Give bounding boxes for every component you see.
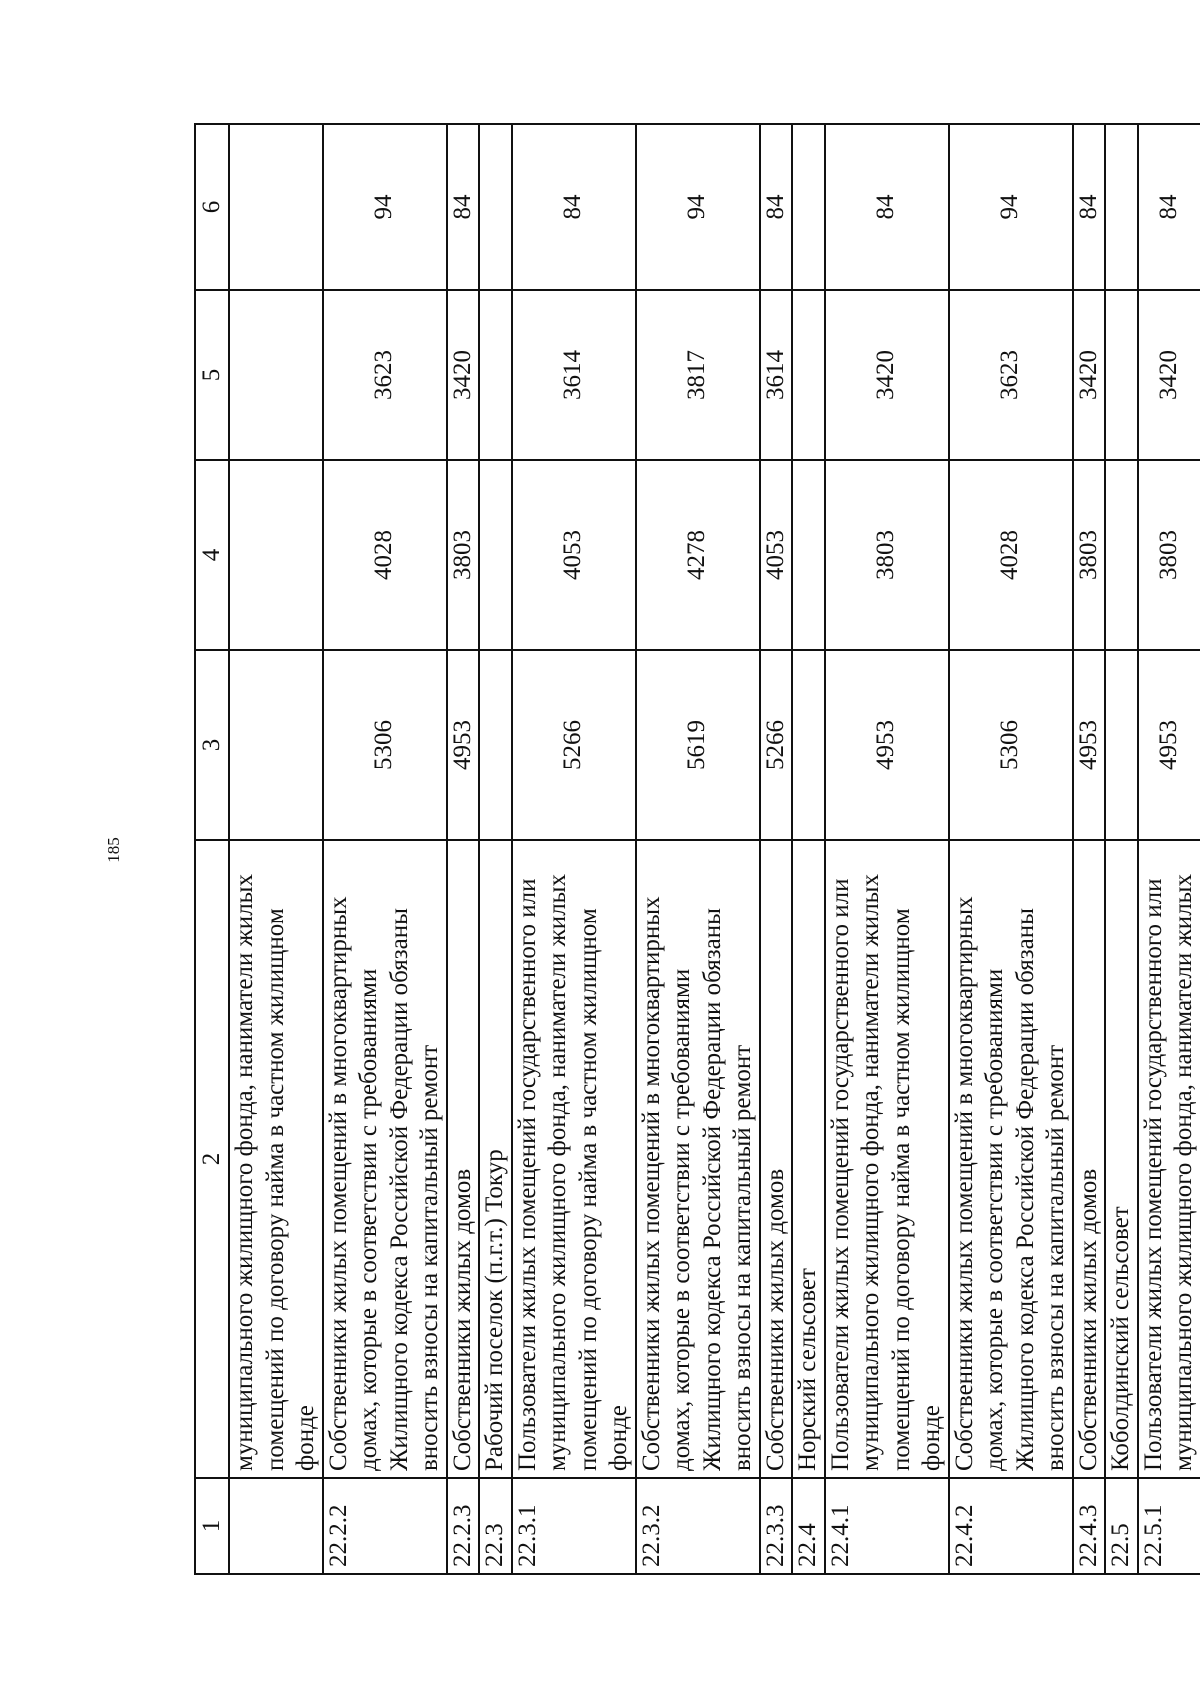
value-cell-6: 94 bbox=[636, 124, 760, 290]
row-description-cell: Собственники жилых помещений в многоквартирных домах, которые в соответствии с требованиями Жилищного кодекса Российской Федерации обязаны вносить взносы на капитальный ремонт bbox=[636, 840, 760, 1478]
tariff-table bbox=[194, 123, 1200, 1575]
header-cell: 2 bbox=[195, 840, 229, 1478]
value-cell-6 bbox=[479, 124, 512, 290]
row-description-cell: Пользователи жилых помещений государственного или муниципального жилищного фонда, наниматели жилых bbox=[1138, 840, 1200, 1478]
value-cell-3: 4953 bbox=[1138, 650, 1200, 840]
value-cell-4: 4053 bbox=[760, 460, 793, 650]
value-cell-5: 3623 bbox=[949, 290, 1073, 460]
table-row bbox=[512, 124, 636, 1574]
value-cell-4: 3803 bbox=[1073, 460, 1106, 650]
table-header-row bbox=[195, 124, 229, 1574]
row-description-cell: Коболдинский сельсовет bbox=[1105, 840, 1138, 1478]
value-cell-6 bbox=[792, 124, 825, 290]
value-cell-3: 5266 bbox=[512, 650, 636, 840]
row-code-cell: 22.5.1 bbox=[1138, 1478, 1200, 1574]
row-code-cell: 22.2.2 bbox=[323, 1478, 447, 1574]
row-code-cell: 22.4 bbox=[792, 1478, 825, 1574]
value-cell-3: 4953 bbox=[447, 650, 480, 840]
row-description-cell: Пользователи жилых помещений государственного или муниципального жилищного фонда, наниматели жилых помещений по договору найма в частном жилищном фонде bbox=[512, 840, 636, 1478]
value-cell-6: 84 bbox=[760, 124, 793, 290]
header-cell: 1 bbox=[195, 1478, 229, 1574]
row-description-cell: Собственники жилых домов bbox=[1073, 840, 1106, 1478]
table-row bbox=[792, 124, 825, 1574]
row-description-cell: Норский сельсовет bbox=[792, 840, 825, 1478]
row-code-cell: 22.3.2 bbox=[636, 1478, 760, 1574]
value-cell-5: 3420 bbox=[1073, 290, 1106, 460]
table-row bbox=[636, 124, 760, 1574]
value-cell-3: 5306 bbox=[323, 650, 447, 840]
row-description-cell: Собственники жилых помещений в многоквартирных домах, которые в соответствии с требованиями Жилищного кодекса Российской Федерации обязаны вносить взносы на капитальный ремонт bbox=[323, 840, 447, 1478]
value-cell-3: 4953 bbox=[1073, 650, 1106, 840]
value-cell-6: 84 bbox=[1138, 124, 1200, 290]
value-cell-3 bbox=[229, 650, 323, 840]
table-row bbox=[1105, 124, 1138, 1574]
value-cell-5: 3420 bbox=[447, 290, 480, 460]
value-cell-5: 3420 bbox=[1138, 290, 1200, 460]
value-cell-4: 4053 bbox=[512, 460, 636, 650]
table-row bbox=[949, 124, 1073, 1574]
table-row bbox=[825, 124, 949, 1574]
table-row bbox=[760, 124, 793, 1574]
row-code-cell: 22.5 bbox=[1105, 1478, 1138, 1574]
row-code-cell: 22.3 bbox=[479, 1478, 512, 1574]
value-cell-3 bbox=[1105, 650, 1138, 840]
table-row bbox=[229, 124, 323, 1574]
value-cell-5 bbox=[229, 290, 323, 460]
value-cell-6: 84 bbox=[1073, 124, 1106, 290]
value-cell-3 bbox=[792, 650, 825, 840]
value-cell-4: 3803 bbox=[1138, 460, 1200, 650]
table-row bbox=[1073, 124, 1106, 1574]
value-cell-3: 5619 bbox=[636, 650, 760, 840]
value-cell-3: 5266 bbox=[760, 650, 793, 840]
value-cell-5: 3614 bbox=[760, 290, 793, 460]
rotated-table-container bbox=[194, 125, 1197, 1575]
table-row bbox=[479, 124, 512, 1574]
row-description-cell: Пользователи жилых помещений государственного или муниципального жилищного фонда, наниматели жилых помещений по договору найма в частном жилищном фонде bbox=[825, 840, 949, 1478]
row-code-cell: 22.4.2 bbox=[949, 1478, 1073, 1574]
row-code-cell: 22.4.3 bbox=[1073, 1478, 1106, 1574]
value-cell-5: 3817 bbox=[636, 290, 760, 460]
row-description-cell: Собственники жилых помещений в многоквартирных домах, которые в соответствии с требованиями Жилищного кодекса Российской Федерации обязаны вносить взносы на капитальный ремонт bbox=[949, 840, 1073, 1478]
header-cell: 4 bbox=[195, 460, 229, 650]
page-number: 185 bbox=[104, 837, 123, 863]
header-cell: 6 bbox=[195, 124, 229, 290]
value-cell-5: 3623 bbox=[323, 290, 447, 460]
value-cell-4: 4028 bbox=[323, 460, 447, 650]
table-row bbox=[323, 124, 447, 1574]
value-cell-6: 84 bbox=[825, 124, 949, 290]
value-cell-6 bbox=[229, 124, 323, 290]
value-cell-3: 5306 bbox=[949, 650, 1073, 840]
row-code-cell: 22.4.1 bbox=[825, 1478, 949, 1574]
value-cell-4: 4028 bbox=[949, 460, 1073, 650]
value-cell-5: 3420 bbox=[825, 290, 949, 460]
table-body bbox=[195, 124, 1200, 1574]
value-cell-5 bbox=[479, 290, 512, 460]
value-cell-4 bbox=[229, 460, 323, 650]
header-cell: 3 bbox=[195, 650, 229, 840]
value-cell-6 bbox=[1105, 124, 1138, 290]
row-code-cell bbox=[229, 1478, 323, 1574]
table-row bbox=[1138, 124, 1200, 1574]
row-description-cell: Собственники жилых домов bbox=[760, 840, 793, 1478]
value-cell-6: 94 bbox=[323, 124, 447, 290]
table-row bbox=[447, 124, 480, 1574]
value-cell-5: 3614 bbox=[512, 290, 636, 460]
value-cell-6: 94 bbox=[949, 124, 1073, 290]
value-cell-3: 4953 bbox=[825, 650, 949, 840]
value-cell-3 bbox=[479, 650, 512, 840]
row-description-cell: муниципального жилищного фонда, наниматели жилых помещений по договору найма в частном жилищном фонде bbox=[229, 840, 323, 1478]
value-cell-4: 4278 bbox=[636, 460, 760, 650]
value-cell-5 bbox=[792, 290, 825, 460]
row-description-cell: Рабочий поселок (п.г.т.) Токур bbox=[479, 840, 512, 1478]
row-code-cell: 22.3.1 bbox=[512, 1478, 636, 1574]
value-cell-4 bbox=[479, 460, 512, 650]
value-cell-6: 84 bbox=[512, 124, 636, 290]
value-cell-4: 3803 bbox=[447, 460, 480, 650]
value-cell-6: 84 bbox=[447, 124, 480, 290]
value-cell-5 bbox=[1105, 290, 1138, 460]
row-description-cell: Собственники жилых домов bbox=[447, 840, 480, 1478]
value-cell-4: 3803 bbox=[825, 460, 949, 650]
value-cell-4 bbox=[1105, 460, 1138, 650]
value-cell-4 bbox=[792, 460, 825, 650]
row-code-cell: 22.3.3 bbox=[760, 1478, 793, 1574]
header-cell: 5 bbox=[195, 290, 229, 460]
row-code-cell: 22.2.3 bbox=[447, 1478, 480, 1574]
